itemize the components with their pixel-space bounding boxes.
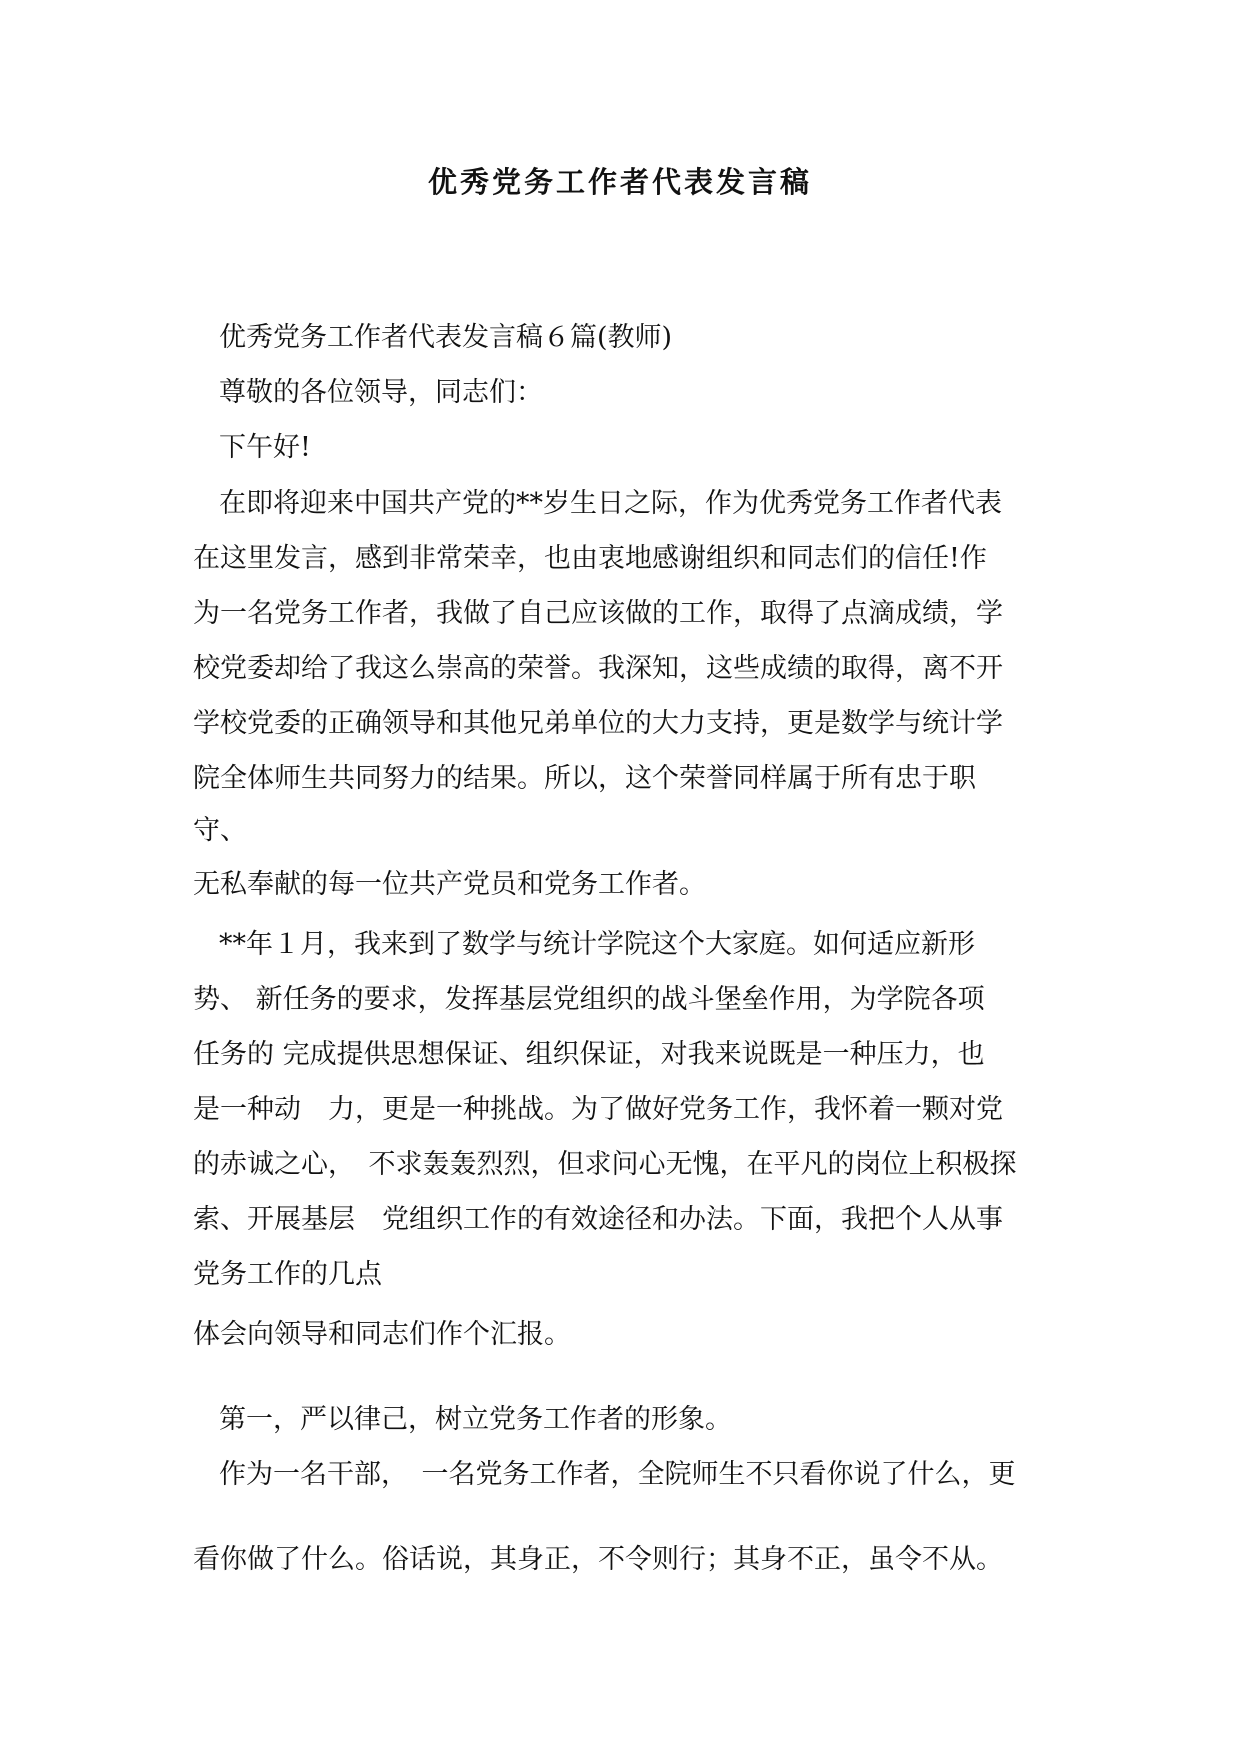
text-line: 的赤诚之心， 不求轰轰烈烈，但求问心无愧，在平凡的岗位上积极探 bbox=[193, 1149, 1017, 1180]
text-line: 体会向领导和同志们作个汇报。 bbox=[193, 1319, 571, 1350]
text-line: **年１月，我来到了数学与统计学院这个大家庭。如何适应新形 bbox=[219, 929, 975, 960]
text-line: 下午好! bbox=[219, 432, 311, 463]
text-line: 党务工作的几点 bbox=[193, 1259, 382, 1290]
text-line: 守、 bbox=[193, 815, 247, 846]
text-line: 为一名党务工作者，我做了自己应该做的工作，取得了点滴成绩，学 bbox=[193, 598, 1003, 629]
text-line: 优秀党务工作者代表发言稿６篇(教师) bbox=[219, 322, 673, 353]
text-line: 是一种动 力，更是一种挑战。为了做好党务工作，我怀着一颗对党 bbox=[193, 1094, 1003, 1125]
text-line: 索、开展基层 党组织工作的有效途径和办法。下面，我把个人从事 bbox=[193, 1204, 1003, 1235]
text-line: 院全体师生共同努力的结果。所以，这个荣誉同样属于所有忠于职 bbox=[193, 763, 976, 794]
document-title: 优秀党务工作者代表发言稿 bbox=[427, 165, 812, 199]
text-line: 无私奉献的每一位共产党员和党务工作者。 bbox=[193, 869, 706, 900]
text-line: 看你做了什么。俗话说，其身正，不令则行；其身不正，虽令不从。 bbox=[193, 1544, 1003, 1575]
text-line: 作为一名干部， 一名党务工作者，全院师生不只看你说了什么，更 bbox=[219, 1459, 1016, 1490]
text-line: 在这里发言，感到非常荣幸，也由衷地感谢组织和同志们的信任!作 bbox=[193, 543, 987, 574]
text-line: 任务的 完成提供思想保证、组织保证，对我来说既是一种压力，也 bbox=[193, 1039, 985, 1070]
text-line: 学校党委的正确领导和其他兄弟单位的大力支持，更是数学与统计学 bbox=[193, 708, 1003, 739]
text-line: 第一，严以律己，树立党务工作者的形象。 bbox=[219, 1404, 732, 1435]
text-line: 在即将迎来中国共产党的**岁生日之际，作为优秀党务工作者代表 bbox=[219, 488, 1002, 519]
text-line: 校党委却给了我这么崇高的荣誉。我深知，这些成绩的取得，离不开 bbox=[193, 653, 1003, 684]
text-line: 尊敬的各位领导，同志们： bbox=[219, 377, 543, 408]
text-line: 势、 新任务的要求，发挥基层党组织的战斗堡垒作用，为学院各项 bbox=[193, 984, 985, 1015]
